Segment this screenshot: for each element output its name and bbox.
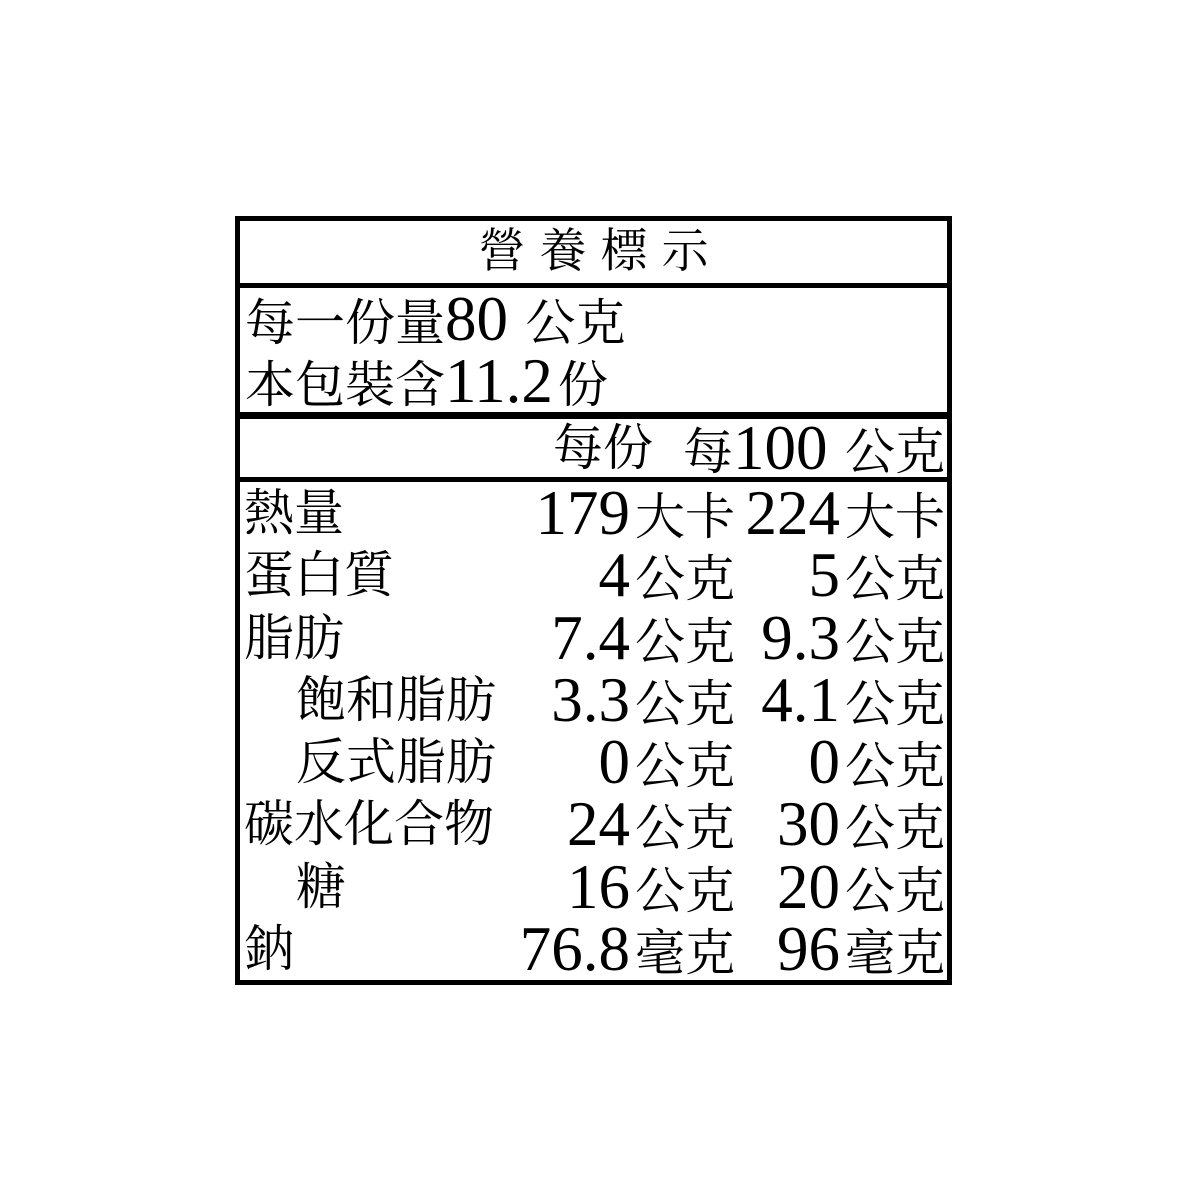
per-100g-value [745, 478, 946, 548]
value-unit: 公克 [635, 612, 735, 671]
per-100g-value [777, 851, 945, 922]
value-unit: 毫克 [635, 923, 735, 982]
value-unit: 公克 [845, 737, 945, 795]
row-sodium [240, 913, 947, 984]
value-number: 20 [777, 851, 840, 922]
nutrient-label: 反式脂肪 [296, 733, 496, 791]
value-unit: 公克 [845, 674, 945, 733]
per-100g-prefix: 每 [683, 423, 733, 481]
column-header-row [240, 413, 947, 483]
value-unit: 公克 [635, 550, 735, 609]
nutrition-facts-table [235, 216, 952, 985]
per-100g-value: 100 [733, 413, 828, 483]
row-trans-fat [240, 727, 947, 797]
value-unit: 大卡 [635, 488, 735, 546]
row-sugar [240, 851, 947, 922]
value-unit: 公克 [635, 861, 735, 920]
value-number: 4 [598, 540, 630, 611]
value-number: 224 [745, 478, 840, 548]
serving-info [240, 284, 947, 416]
value-unit: 公克 [845, 799, 945, 858]
per-100g-value [808, 727, 946, 797]
per-serving-value [598, 727, 736, 797]
per-100g-value [777, 789, 945, 860]
value-number: 76.8 [519, 913, 630, 984]
per-100g-value [808, 540, 946, 611]
per-serving-value [567, 851, 735, 922]
value-number: 96 [777, 913, 840, 984]
per-serving-value [551, 664, 735, 735]
per-serving-value [535, 478, 736, 548]
value-number: 24 [567, 789, 630, 860]
table-title [240, 221, 947, 283]
value-number: 3.3 [551, 664, 630, 735]
nutrient-label: 糖 [296, 857, 346, 916]
servings-per-package-unit: 份 [557, 356, 608, 414]
value-number: 4.1 [761, 664, 840, 735]
column-header-per-serving: 每份 [553, 419, 653, 477]
value-unit: 公克 [845, 550, 945, 609]
value-number: 179 [535, 478, 630, 548]
per-100g-unit: 公克 [845, 423, 945, 481]
nutrient-label: 鈉 [244, 919, 294, 978]
column-header-per-100g [683, 413, 945, 483]
per-serving-value [551, 602, 735, 673]
row-protein [240, 540, 947, 611]
table-title-text: 營養標示 [478, 224, 723, 279]
serving-size-unit: 公克 [525, 294, 626, 352]
value-unit: 公克 [845, 612, 945, 671]
row-fat [240, 602, 947, 673]
per-serving-value [519, 913, 735, 984]
serving-size-label: 每一份量 [245, 294, 445, 352]
per-serving-value [567, 789, 735, 860]
value-unit: 大卡 [845, 488, 945, 546]
row-saturated-fat [240, 664, 947, 735]
row-carbohydrate [240, 789, 947, 860]
value-unit: 公克 [635, 674, 735, 733]
serving-size-value: 80 [445, 284, 508, 354]
value-number: 9.3 [761, 602, 840, 673]
value-number: 0 [808, 727, 840, 797]
servings-per-package-value: 11.2 [445, 346, 553, 416]
serving-size-line [240, 284, 947, 354]
value-unit: 公克 [635, 737, 735, 795]
nutrient-label: 飽和脂肪 [296, 670, 496, 729]
value-unit: 毫克 [845, 923, 945, 982]
value-number: 7.4 [551, 602, 630, 673]
nutrient-label: 蛋白質 [244, 546, 394, 605]
value-number: 0 [598, 727, 630, 797]
value-number: 30 [777, 789, 840, 860]
per-100g-value [777, 913, 945, 984]
value-unit: 公克 [845, 861, 945, 920]
row-calories [240, 478, 947, 548]
per-serving-value [598, 540, 736, 611]
value-unit: 公克 [635, 799, 735, 858]
per-100g-value [761, 602, 945, 673]
value-number: 16 [567, 851, 630, 922]
nutrient-label: 脂肪 [244, 608, 344, 667]
value-number: 5 [808, 540, 840, 611]
servings-per-package-label: 本包裝含 [245, 356, 445, 414]
per-100g-value [761, 664, 945, 735]
nutrient-label: 碳水化合物 [244, 795, 494, 854]
servings-per-package-line [240, 346, 947, 416]
nutrient-rows [240, 478, 947, 984]
nutrient-label: 熱量 [244, 484, 344, 542]
